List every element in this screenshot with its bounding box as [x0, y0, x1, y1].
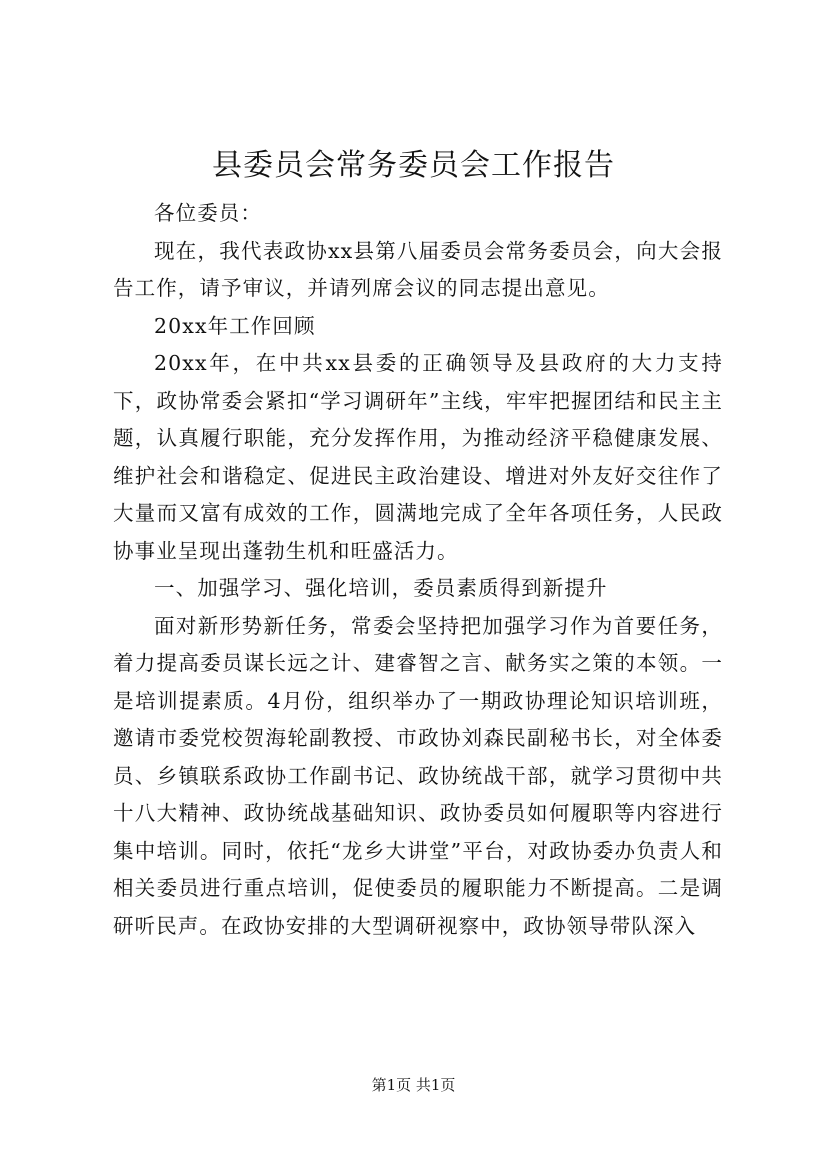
section-heading-review: 20xx年工作回顾	[154, 313, 316, 338]
document-title: 县委员会常务委员会工作报告	[212, 148, 615, 183]
page-footer: 第1页 共1页	[371, 1076, 456, 1094]
section-one-paragraph: 面对新形势新任务，常委会坚持把加强学习作为首要任务，着力提高委员谋长远之计、建睿智之言、献务实之策的本领。一是培训提素质。4月份，组织举办了一期政协理论知识培训班，邀请市委党校贺海轮副教授、市政协刘森民副秘书长，对全体委员、乡镇联系政协工作副书记、政协统战干部，就学习贯彻中共十八大精神、政协统战基础知识、政协委员如何履职等内容进行集中培训。同时，依托“龙乡大讲堂”平台，对政协委办负责人和相关委员进行重点培训，促使委员的履职能力不断提高。二是调研听民声。在政协安排的大型调研视察中，政协领导带队深入	[113, 613, 723, 938]
review-paragraph: 20xx年，在中共xx县委的正确领导及县政府的大力支持下，政协常委会紧扣“学习调研年”主线，牢牢把握团结和民主主题，认真履行职能，充分发挥作用，为推动经济平稳健康发展、维护社会和谐稳定、促进民主政治建设、增进对外友好交往作了大量而又富有成效的工作，圆满地完成了全年各项任务，人民政协事业呈现出蓬勃生机和旺盛活力。	[113, 351, 723, 563]
document-body	[113, 195, 723, 945]
salutation-paragraph: 各位委员：	[154, 201, 262, 225]
section-heading-one: 一、加强学习、强化培训，委员素质得到新提升	[154, 576, 608, 600]
intro-paragraph: 现在，我代表政协xx县第八届委员会常务委员会，向大会报告工作，请予审议，并请列席会议的同志提出意见。	[113, 238, 723, 300]
